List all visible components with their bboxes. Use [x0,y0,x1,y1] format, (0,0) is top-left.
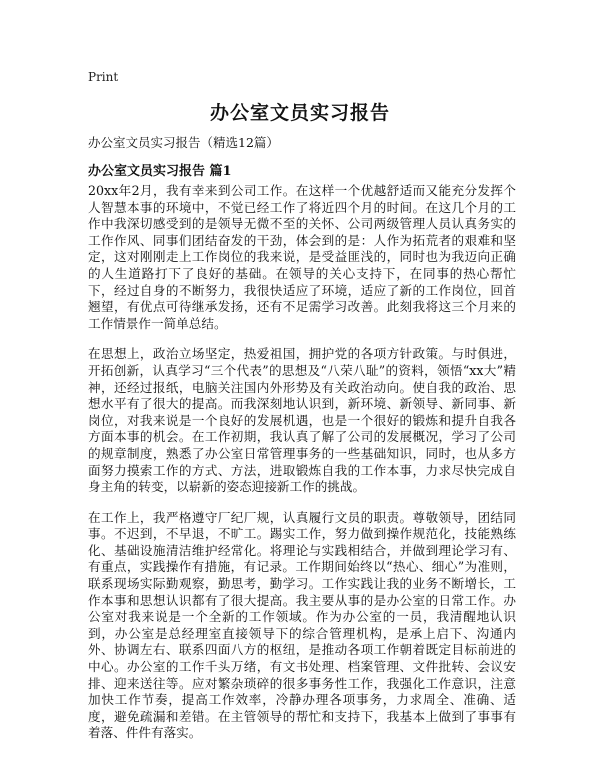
paragraph-2: 在思想上，政治立场坚定，热爱祖国，拥护党的各项方针政策。与时俱进，开拓创新，认真学习“三个代表”的思想及“八荣八耻”的资料，领悟“xx大”精神，还经过报纸，电脑关注国内外形势及有关政治动向。使自我的政治、思想水平有了很大的提高。而我深刻地认识到，新环境、新领导、新同事、新岗位，对我来说是一个良好的发展机遇，也是一个很好的锻炼和提升自我各方面本事的机会。在工作初期，我认真了解了公司的发展概况，学习了公司的规章制度，熟悉了办公室日常管理事务的一些基础知识，同时，也从多方面努力摸索工作的方式、方法，进取锻炼自我的工作本事，力求尽快完成自身主角的转变，以崭新的姿态迎接新工作的挑战。 [88,346,516,495]
paragraph-1: 20xx年2月，我有幸来到公司工作。在这样一个优越舒适而又能充分发挥个人智慧本事的环境中，不觉已经工作了将近四个月的时间。在这几个月的工作中我深切感受到的是领导无微不至的关怀、公司两级管理人员认真务实的工作作风、同事们团结奋发的干劲，体会到的是：人作为拓荒者的艰难和坚定，这对刚刚走上工作岗位的我来说，是受益匪浅的，同时也为我迈向正确的人生道路打下了良好的基础。在领导的关心支持下，在同事的热心帮忙下，经过自身的不断努力，我很快适应了环境，适应了新的工作岗位，回首翘望，有优点可待继承发扬，还有不足需学习改善。此刻我将这三个月来的工作情景作一简单总结。 [88,183,516,331]
paragraph-3: 在工作上，我严格遵守厂纪厂规，认真履行文员的职责。尊敬领导，团结同事。不迟到，不早退，不旷工。踢实工作，努力做到操作规范化，技能熟练化、基础设施清洁维护经常化。将理论与实践相结合，并做到理论学习有、有重点，实践操作有措施，有记录。工作期间始终以“热心、细心”为准则，联系现场实际勤观察，勤思考，勤学习。工作实践让我的业务不断增长，工作本事和思想认识都有了很大提高。我主要从事的是办公室的日常工作。办公室对我来说是一个全新的工作领域。作为办公室的一员，我清醒地认识到，办公室是总经理室直接领导下的综合管理机构，是承上启下、沟通内外、协调左右、联系四面八方的枢纽，是推动各项工作朝着既定目标前进的中心。办公室的工作千头万绪，有文书处理、档案管理、文件批转、会议安排、迎来送往等。应对繁杂琐碎的很多事务性工作，我强化工作意识，注意加快工作节奏，提高工作效率，冷静办理各项事务，力求周全、准确、适度，避免疏漏和差错。在主管领导的帮忙和支持下，我基本上做到了事事有着落、件件有落实。 [88,509,516,741]
document-title: 办公室文员实习报告 [209,102,390,124]
document-subtitle: 办公室文员实习报告（精选12篇） [88,135,279,150]
print-link[interactable]: Print [88,70,119,84]
article-body [88,183,516,756]
section-heading: 办公室文员实习报告 篇1 [88,164,232,179]
